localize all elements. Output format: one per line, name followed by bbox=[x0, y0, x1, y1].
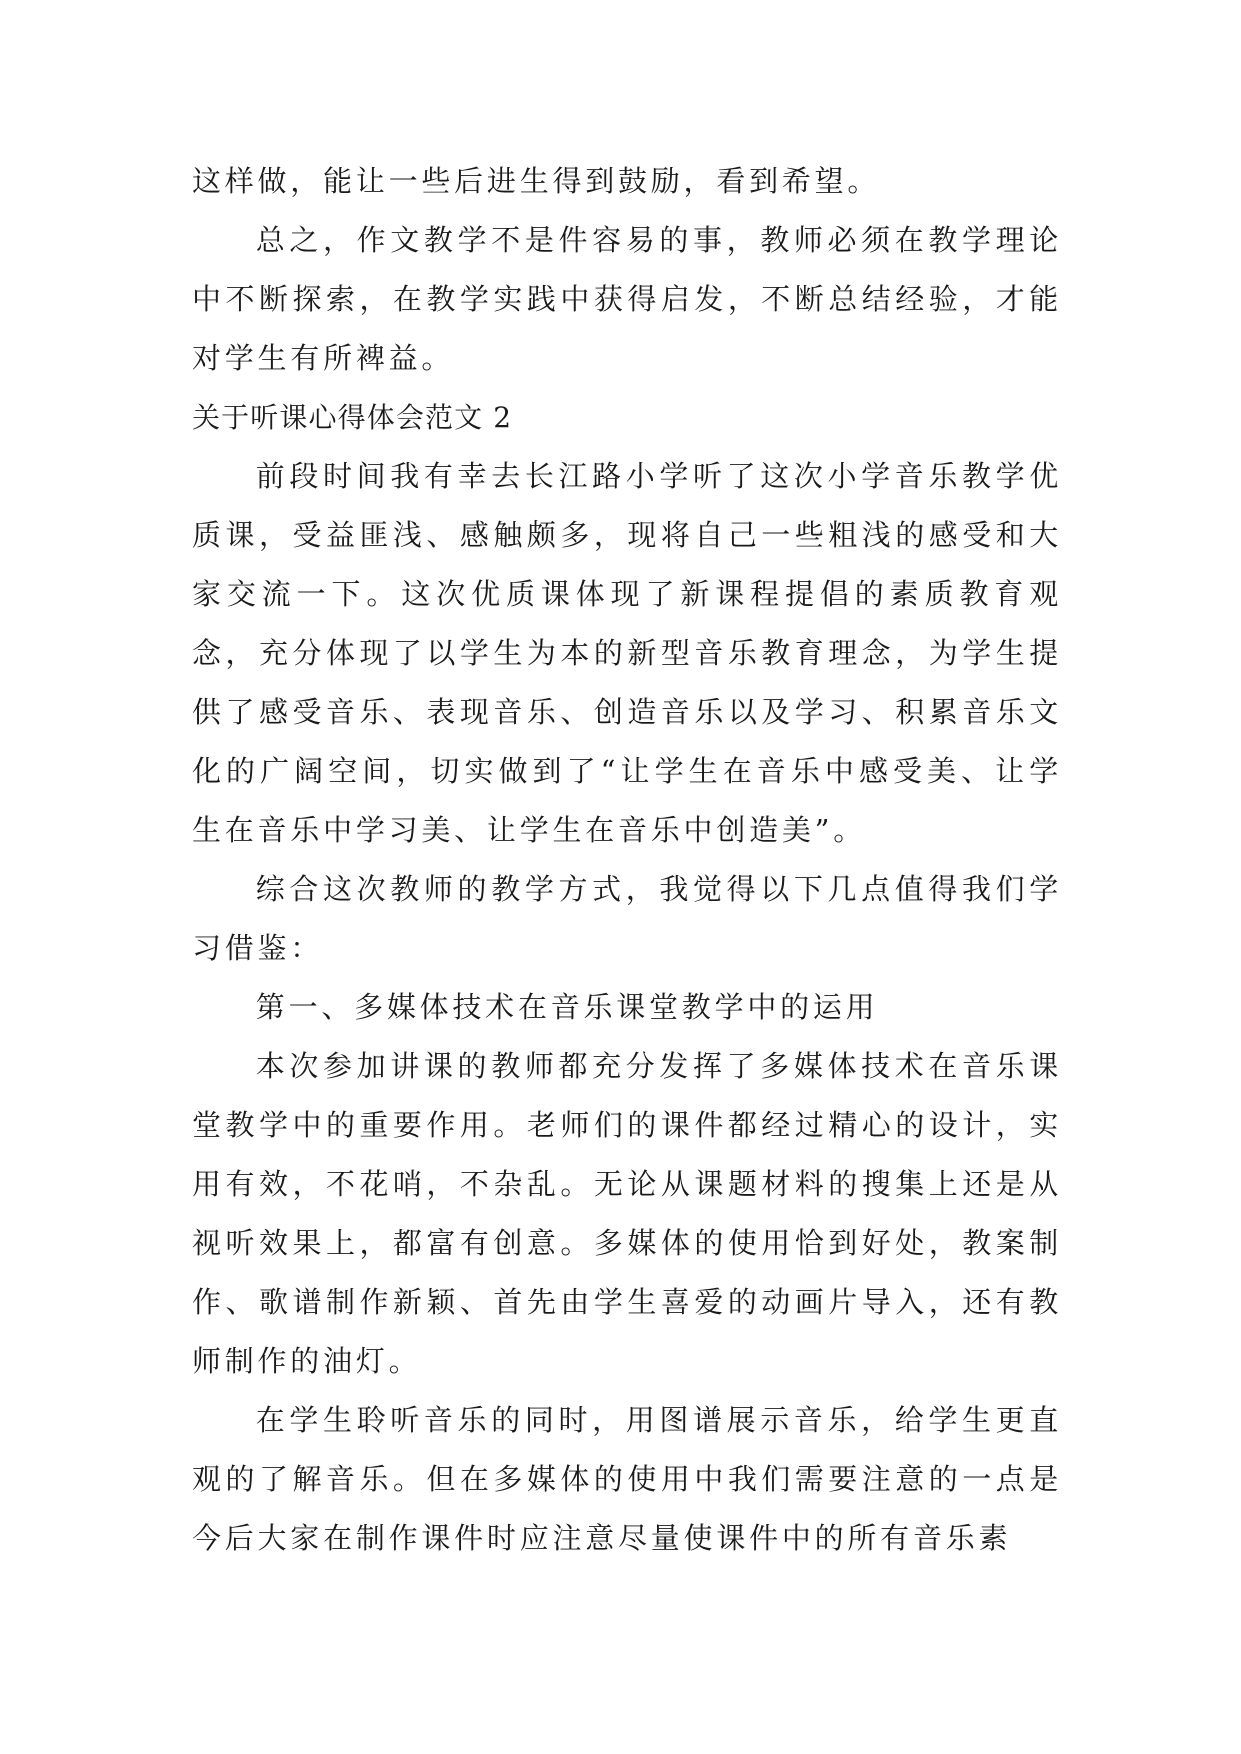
paragraph: 总之，作文教学不是件容易的事，教师必须在教学理论中不断探索，在教学实践中获得启发，不断总结经验，才能对学生有所裨益。 bbox=[192, 223, 1062, 375]
paragraph: 第一、多媒体技术在音乐课堂教学中的运用 bbox=[255, 990, 879, 1024]
document-body bbox=[192, 152, 1062, 1568]
paragraph: 在学生聆听音乐的同时，用图谱展示音乐，给学生更直观的了解音乐。但在多媒体的使用中我们需要注意的一点是今后大家在制作课件时应注意尽量使课件中的所有音乐素 bbox=[192, 1403, 1062, 1555]
paragraph: 综合这次教师的教学方式，我觉得以下几点值得我们学习借鉴： bbox=[192, 872, 1062, 965]
section-heading: 关于听课心得体会范文 2 bbox=[192, 401, 513, 434]
paragraph: 这样做，能让一些后进生得到鼓励，看到希望。 bbox=[192, 164, 881, 198]
paragraph: 本次参加讲课的教师都充分发挥了多媒体技术在音乐课堂教学中的重要作用。老师们的课件都经过精心的设计，实用有效，不花哨，不杂乱。无论从课题材料的搜集上还是从视听效果上，都富有创意。多媒体的使用恰到好处，教案制作、歌谱制作新颖、首先由学生喜爱的动画片导入，还有教师制作的油灯。 bbox=[192, 1049, 1062, 1378]
paragraph: 前段时间我有幸去长江路小学听了这次小学音乐教学优质课，受益匪浅、感触颇多，现将自己一些粗浅的感受和大家交流一下。这次优质课体现了新课程提倡的素质教育观念，充分体现了以学生为本的新型音乐教育理念，为学生提供了感受音乐、表现音乐、创造音乐以及学习、积累音乐文化的广阔空间，切实做到了“让学生在音乐中感受美、让学生在音乐中学习美、让学生在音乐中创造美”。 bbox=[192, 459, 1062, 847]
